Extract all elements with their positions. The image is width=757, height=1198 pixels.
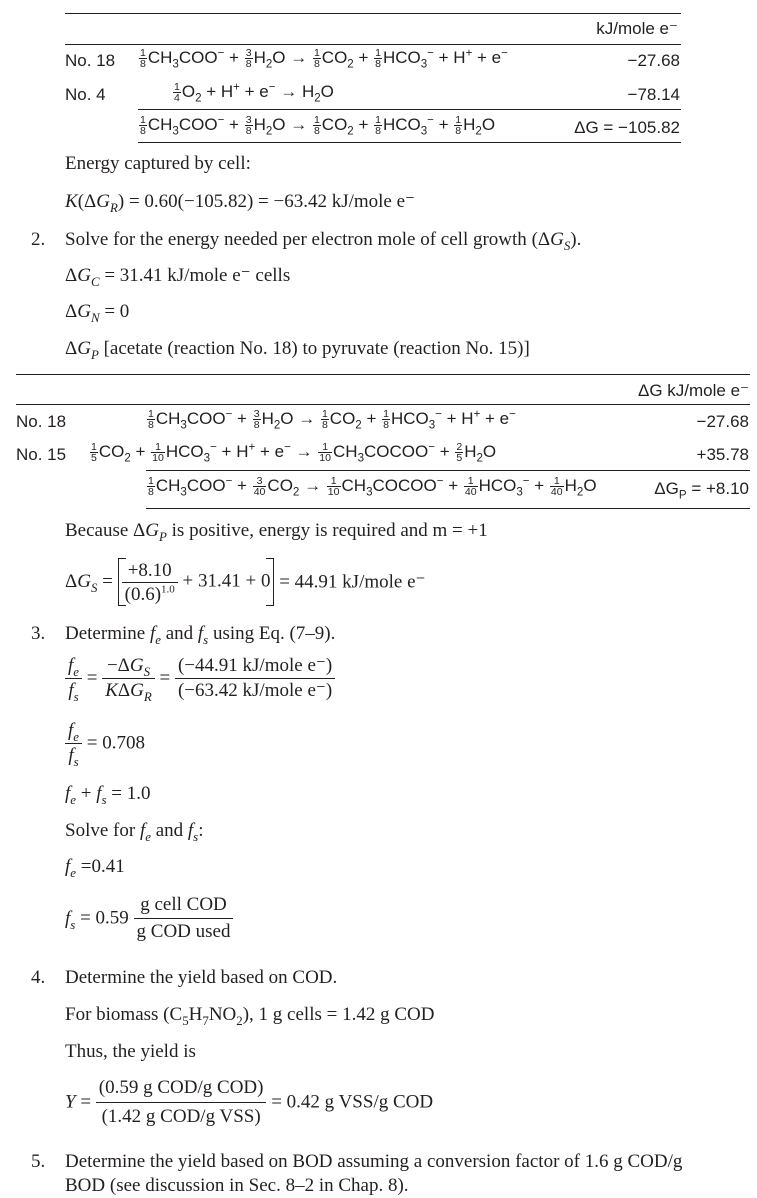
table1-row1-reaction: $\frac{1}{8}$ $CH_3COO^-$ + $\frac{3}{8}$ $H_2O$ → $\frac{1}{8}$ $CO_2$ + $\frac{1}{8}$ $HCO_3^- + H^+ + e^-$ xyxy=(140,47,508,71)
table2-unit-header: ΔG kJ/mole e⁻ xyxy=(637,381,749,400)
table1-bottom-rule xyxy=(138,142,681,143)
dgn-equation: $\Delta G_N = 0$ xyxy=(65,301,130,325)
table2-row2-value: +35.78 xyxy=(696,445,749,464)
step3-text: Determine $f_e$ and $f_s$ using Eq. (7–9). xyxy=(65,623,336,647)
fs-value: $f_s = 0.59$ g cell COD g COD used xyxy=(65,893,233,944)
dgs-numerator: +8.10 xyxy=(122,560,178,583)
step3-number: 3. xyxy=(31,623,46,644)
table2-row2-reaction: $\frac{1}{5}$ $CO_2$ + $\frac{1}{10}$ $HCO_3^- + H^+ + e^-$ → $\frac{1}{10}$ $CH_3COCOO^-$ + $\frac{2}{5}$ $H_2O$ xyxy=(91,441,497,465)
table1-unit-header: kJ/mole e⁻ xyxy=(596,19,678,38)
table1-row1-label: No. 18 xyxy=(65,51,116,70)
energy-captured-label: Energy captured by cell: xyxy=(65,153,251,174)
energy-captured-equation: $K(\Delta G_R) = 0.60(-105.82) = -63.42$ kJ/mole e⁻ xyxy=(65,191,416,215)
table1-row2-label: No. 4 xyxy=(65,85,106,104)
table1-row2-reaction: $\frac{1}{4}$ $O_2 + H^+ + e^- \to H_2O$ xyxy=(174,81,334,105)
table1-top-rule xyxy=(65,13,681,14)
table2-row1-reaction: $\frac{1}{8}$ $CH_3COO^-$ + $\frac{3}{8}$ $H_2O$ → $\frac{1}{8}$ $CO_2$ + $\frac{1}{8}$ $HCO_3^- + H^+ + e^-$ xyxy=(148,408,516,432)
table1-sum-reaction: $\frac{1}{8}$ $CH_3COO^-$ + $\frac{3}{8}$ $H_2O$ → $\frac{1}{8}$ $CO_2$ + $\frac{1}{8}$ $HCO_3^-$ + $\frac{1}{8}$ $H_2O$ xyxy=(140,114,496,138)
biomass-text: For biomass $(C_5H_7NO_2)$, 1 g cells = 1.42 g COD xyxy=(65,1004,435,1028)
step5-line2: BOD (see discussion in Sec. 8–2 in Chap. 8). xyxy=(65,1175,409,1196)
thus-text: Thus, the yield is xyxy=(65,1041,196,1062)
step2-number: 2. xyxy=(31,229,46,250)
table2-sum-rule xyxy=(146,470,750,471)
step4-number: 4. xyxy=(31,967,46,988)
step4-text: Determine the yield based on COD. xyxy=(65,967,338,988)
table2-sum-value: $\Delta G_P = +8.10$ xyxy=(654,479,749,502)
table2-row1-value: −27.68 xyxy=(696,412,749,431)
fe-fs-ratio-equation: $\frac{f_e}{f_s}$ = $-\Delta G_S$ $K\Delta G_R$ = (−44.91 kJ/mole e⁻) (−63.42 kJ/mole e⁻) xyxy=(65,655,335,702)
fe-fs-ratio-value: $\frac{f_e}{f_s}$ = 0.708 xyxy=(65,720,145,767)
step2-text: Solve for the energy needed per electron mole of cell growth $(\Delta G_S)$. xyxy=(65,229,582,253)
table1-sum-rule xyxy=(138,109,681,110)
yield-cod-equation: Y = (0.59 g COD/g COD) (1.42 g COD/g VSS) = 0.42 g VSS/g COD xyxy=(65,1077,434,1127)
table1-row2-value: −78.14 xyxy=(627,85,680,104)
fe-value: $f_e =0.41$ xyxy=(65,856,125,880)
table1-sum-value: ΔG = −105.82 xyxy=(574,118,680,137)
table2-top-rule xyxy=(16,374,750,375)
dgp-description: $\Delta G_P$ [acetate (reaction No. 18) to pyruvate (reaction No. 15)] xyxy=(65,338,530,362)
dgs-denominator: $(0.6)^{1.0}$ xyxy=(124,583,175,605)
step5-number: 5. xyxy=(31,1151,46,1172)
dgs-equation: $\Delta G_S$ = $\frac{+8.10}{(0.6)^{1.0}}$ + 31.41 + 0 = 44.91 kJ/mole e⁻ xyxy=(65,560,426,605)
dgc-equation: $\Delta G_C = 31.41$ kJ/mole e⁻ cells xyxy=(65,265,291,289)
step5-line1: Determine the yield based on BOD assuming a conversion factor of 1.6 g COD/g xyxy=(65,1151,683,1172)
table1-row1-value: −27.68 xyxy=(627,51,680,70)
table2-row1-label: No. 18 xyxy=(16,412,67,431)
table2-sum-reaction: $\frac{1}{8}$ $CH_3COO^-$ + $\frac{3}{40}$ $CO_2$ → $\frac{1}{10}$ $CH_3COCOO^-$ + $\frac{1}{40}$ $HCO_3^-$ + $\frac{1}{40}$ $H_2O$ xyxy=(148,475,597,499)
because-text: Because $\Delta G_P$ is positive, energy is required and m = +1 xyxy=(65,520,488,544)
table2-row2-label: No. 15 xyxy=(16,445,67,464)
solve-for-text: Solve for $f_e$ and $f_s$: xyxy=(65,820,204,844)
table1-header-rule xyxy=(65,44,681,45)
fe-fs-sum: $f_e + f_s = 1.0$ xyxy=(65,783,151,807)
table2-header-rule xyxy=(16,404,750,405)
table2-bottom-rule xyxy=(146,508,750,509)
